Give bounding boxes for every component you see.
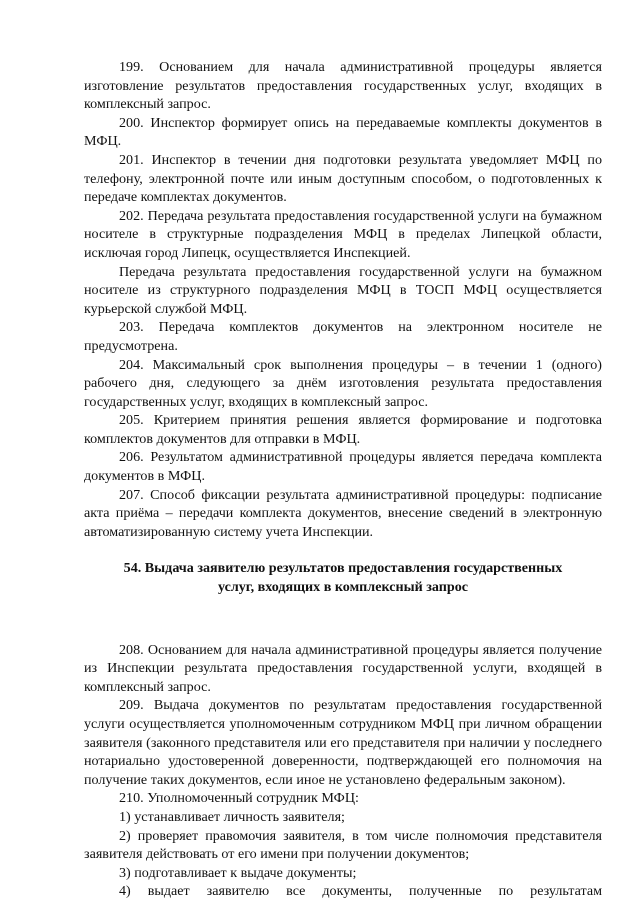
paragraph-199: 199. Основанием для начала административной процедуры является изготовление результатов предоставления государственных услуг, входящих в комплексный запрос. <box>84 59 602 113</box>
document-page <box>84 58 602 901</box>
list-item-4: 4) выдает заявителю все документы, полученные по результатам <box>119 883 602 900</box>
paragraph-202-continued: Передача результата предоставления государственной услуги на бумажном носителе из структурного подразделения МФЦ в ТОСП МФЦ осуществляется курьерской службой МФЦ. <box>84 263 602 317</box>
paragraph-203: 203. Передача комплектов документов на электронном носителе не предусмотрена. <box>84 319 602 354</box>
paragraph-204: 204. Максимальный срок выполнения процедуры – в течении 1 (одного) рабочего дня, следующего за днём изготовления результата предоставления государственных услуг, входящих в комплексный запрос. <box>84 356 602 410</box>
list-item-2: 2) проверяет правомочия заявителя, в том числе полномочия представителя заявителя действовать от его имени при получении документов; <box>84 827 602 863</box>
paragraph-210: 210. Уполномоченный сотрудник МФЦ: <box>119 790 359 807</box>
list-item-1: 1) устанавливает личность заявителя; <box>119 808 345 825</box>
paragraph-209: 209. Выдача документов по результатам предоставления государственной услуги осуществляется уполномоченным сотрудником МФЦ при личном обращении заявителя (законного представителя или его представителя при наличии у последнего нотариально удостоверенной доверенности, подтверждающей его полномочия на получение таких документов, если иное не установлено федеральным законом). <box>84 697 602 788</box>
paragraph-205: 205. Критерием принятия решения является формирование и подготовка комплектов документов для отправки в МФЦ. <box>84 412 602 447</box>
paragraph-201: 201. Инспектор в течении дня подготовки результата уведомляет МФЦ по телефону, электронной почте или иным доступным способом, о подготовленных к передаче комплектах документов. <box>84 151 602 206</box>
paragraph-206: 206. Результатом административной процедуры является передача комплекта документов в МФЦ. <box>84 449 602 485</box>
paragraph-207: 207. Способ фиксации результата административной процедуры: подписание акта приёма – передачи комплекта документов, внесение сведений в электронную автоматизированную систему учета Инспекции. <box>84 486 602 540</box>
paragraph-202: 202. Передача результата предоставления государственной услуги на бумажном носителе в структурные подразделения МФЦ в пределах Липецкой области, исключая город Липецк, осуществляется Инспекцией. <box>84 207 602 261</box>
paragraph-200: 200. Инспектор формирует опись на передаваемые комплекты документов в МФЦ. <box>84 114 602 150</box>
section-heading-54: 54. Выдача заявителю результатов предоставления государственных услуг, входящих в комплексный запрос <box>123 560 563 596</box>
paragraph-208: 208. Основанием для начала административной процедуры является получение из Инспекции результата предоставления государственной услуги, входящей в комплексный запрос. <box>84 641 602 695</box>
list-item-3: 3) подготавливает к выдаче документы; <box>119 864 357 881</box>
